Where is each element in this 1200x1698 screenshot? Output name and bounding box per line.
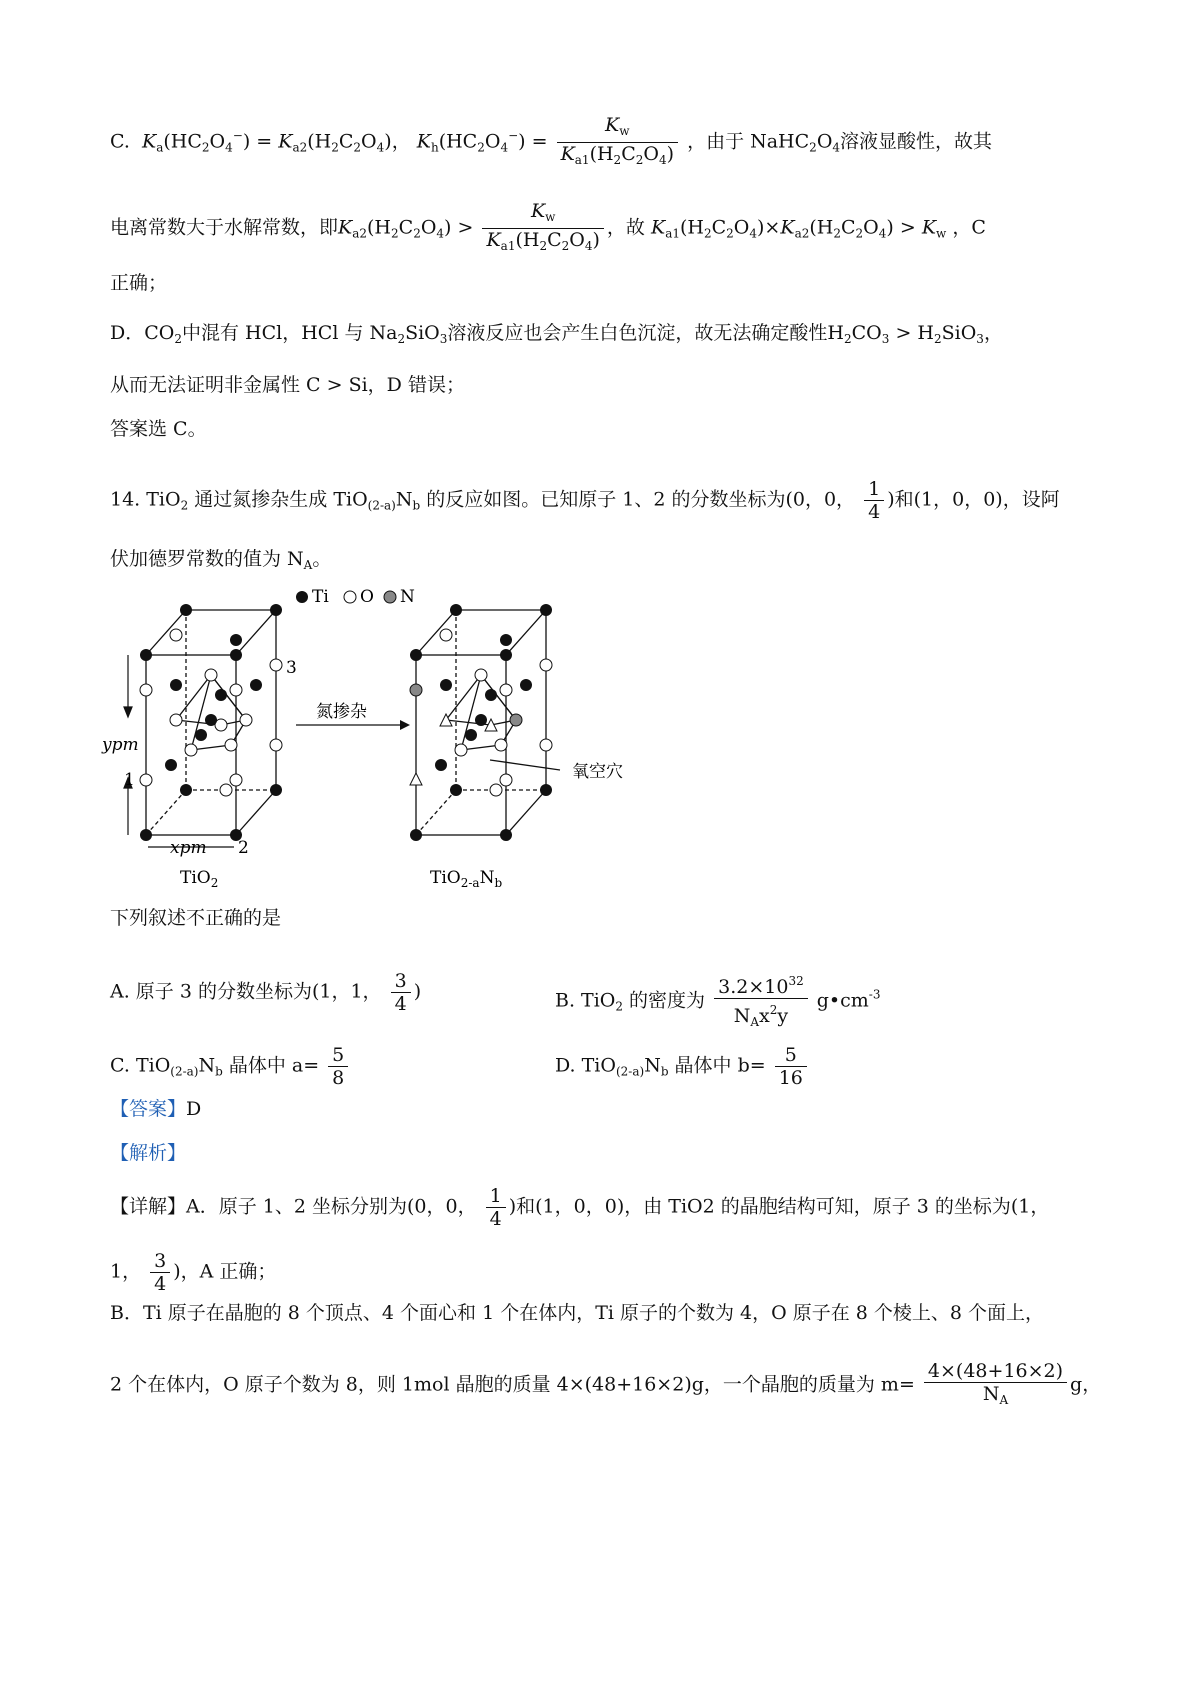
fraction-3-4-detail: $\frac{3}{4}$	[150, 1250, 170, 1295]
legend-n: N	[400, 587, 415, 607]
line-c2-mid: ，故	[606, 216, 645, 239]
option-a[interactable]	[110, 970, 421, 1015]
line-d-t3: ，	[983, 322, 1003, 344]
right-atoms	[410, 604, 552, 841]
cell-mass-numerator: 4×(48+16×2)	[924, 1360, 1067, 1383]
answer-line: 答案选 C。	[110, 418, 207, 440]
q14-head: 14. TiO	[110, 488, 181, 511]
detail-line-2	[110, 1250, 276, 1295]
q14-subb: b	[412, 498, 421, 513]
density-unit-exp: -3	[868, 987, 881, 1002]
detail-l1b: )和(1，0，0)，由 TiO2 的晶胞结构可知，原子 3 的坐标为(1，	[508, 1195, 1050, 1218]
fraction-kw-ka1: $\frac{K_w}{K_{a1}(H_2C_2O_4)}$	[557, 114, 678, 171]
fraction-3-4: $\frac{3}{4}$	[391, 970, 411, 1015]
fraction-1-4: $\frac{1}{4}$	[864, 478, 884, 523]
q14-mid4: )和(1，0，0)，设阿	[887, 488, 1060, 511]
density-exponent: 32	[788, 974, 804, 988]
right-caption: $TiO_{2-a}N_b$	[430, 868, 503, 890]
option-a-text: A. 原子 3 的分数坐标为(1，1，	[110, 980, 382, 1003]
option-d[interactable]: D. $TiO_{(2-a)}N_b$ 晶体中 b= $\frac{5}{16}$	[555, 1044, 810, 1089]
line-d: D．$CO_2$中混有 HCl，HCl 与 $Na_2SiO_3$溶液反应也会产生白色沉淀，故无法确定酸性$H_2CO_3 > H_2SiO_3$，	[110, 322, 1003, 346]
x-label: xpm	[170, 838, 207, 858]
line-c2-head: 电离常数大于水解常数，即	[110, 216, 339, 239]
line-c-tail3: 溶液显酸性，故其	[840, 130, 993, 153]
detail-l2a: 1，	[110, 1260, 142, 1283]
answer-label: 【答案】	[110, 1098, 187, 1120]
left-atoms	[140, 604, 282, 841]
option-d-mid: 晶体中 b=	[668, 1054, 766, 1077]
option-b-text: B. TiO	[555, 989, 616, 1012]
option-label: D．	[110, 322, 145, 344]
question-14: 14. TiO$_2$ 通过氮掺杂生成 $TiO_{(2-a)}N_b$ 的反应如图。已知原子 1、2 的分数坐标为(0，0， $\frac{1}{4}$ )和(1，0，0)，设阿	[110, 478, 1060, 523]
legend-n-dot	[384, 591, 396, 603]
density-denominator: N	[733, 1005, 751, 1027]
line-c-tail: ，由于 NaHC	[687, 130, 810, 153]
atom-1-label: 1	[124, 770, 135, 790]
fraction-kw-ka1-2: $\frac{K_w}{K_{a1}(H_2C_2O_4)}$	[482, 200, 603, 257]
y-label: ypm	[102, 735, 139, 755]
right-unit-cell	[416, 610, 560, 835]
line-c-tail2: O	[816, 130, 833, 153]
line-c2-tail: ，C	[952, 216, 986, 239]
option-b-mid: 的密度为	[623, 989, 706, 1012]
option-label: C.	[110, 130, 130, 153]
legend-ti: Ti	[312, 587, 329, 607]
fraction-density: $\frac{3.2\times 10^{32}}{N_Ax^2y}$	[714, 970, 808, 1033]
legend-o: O	[360, 587, 374, 607]
fraction-5-16: $\frac{5}{16}$	[775, 1044, 807, 1089]
density-numerator: 3.2×10	[718, 976, 789, 998]
line-c2: 电离常数大于水解常数，即$K_{a2}(H_2C_2O_4)$ > $\frac{K_w}{K_{a1}(H_2C_2O_4)}$ ，故 $K_{a1}(H_2C_2O_4)\times K_{a2}(H_2C_2O_4) > K_w$ ，C	[110, 200, 986, 257]
legend-o-dot	[344, 591, 356, 603]
option-b[interactable]: B. TiO$_2$ 的密度为 $\frac{3.2\times 10^{32}}{N_Ax^2y}$ $g•cm^{-3}$	[555, 970, 881, 1033]
cell-mass-denominator: N	[982, 1383, 1000, 1405]
option-a-end: )	[413, 980, 422, 1003]
detail-l4: 2 个在体内，O 原子个数为 8，则 1mol 晶胞的质量 4×(48+16×2)g，一个晶胞的质量为 m=	[110, 1373, 915, 1396]
q14-mid3: 的反应如图。已知原子 1、2 的分数坐标为(0，0，	[420, 488, 856, 511]
line-d-t1: 中混有 HCl，HCl 与	[182, 322, 364, 344]
fraction-cell-mass: $\frac{4\times(48+16\times 2)}{N_A}$	[924, 1360, 1067, 1411]
answer-row	[110, 1096, 201, 1122]
detail-line-4	[110, 1360, 1101, 1411]
analysis-label: 【解析】	[110, 1142, 187, 1164]
analysis-row	[110, 1140, 186, 1166]
q14-sub: (2-a)	[367, 498, 396, 513]
question-stem: 下列叙述不正确的是	[110, 907, 282, 929]
atom-3-label: 3	[286, 658, 297, 678]
atom-2-label: 2	[238, 838, 249, 858]
detail-label: 【详解】	[110, 1195, 187, 1218]
line-c3: 正确；	[110, 272, 168, 294]
answer-value: D	[186, 1098, 202, 1120]
detail-line-3: B．Ti 原子在晶胞的 8 个顶点、4 个面心和 1 个在体内，Ti 原子的个数为 4，O 原子在 8 个棱上、8 个面上，	[110, 1302, 1045, 1324]
comma: ，	[391, 130, 411, 153]
fraction-1-4-detail: $\frac{1}{4}$	[486, 1185, 506, 1230]
density-unit: g•cm	[816, 989, 869, 1012]
q14-line2-sub: A	[303, 558, 313, 572]
doping-arrow-head	[400, 720, 410, 730]
question-14-line2	[110, 546, 331, 578]
q14-line2-end: 。	[312, 548, 332, 570]
option-c-text: C. TiO	[110, 1054, 171, 1077]
detail-l1: A．原子 1、2 坐标分别为(0，0，	[186, 1195, 477, 1218]
q14-mid: 通过氮掺杂生成 TiO	[188, 488, 368, 511]
detail-line-1	[110, 1185, 1049, 1230]
detail-l2b: )，A 正确；	[173, 1260, 277, 1283]
doping-label: 氮掺杂	[316, 702, 367, 722]
option-c[interactable]: C. $TiO_{(2-a)}N_b$ 晶体中 a= $\frac{5}{8}$	[110, 1044, 351, 1089]
line-d-t2: 溶液反应也会产生白色沉淀，故无法确定酸性	[447, 322, 828, 344]
line-c: C. $K_a(HC_2O_4^-) = K_{a2}(H_2C_2O_4)$， $K_h(HC_2O_4^-)$ = $\frac{K_w}{K_{a1}(H_2C_2O_4)}$ ，由于 $NaHC_2O_4$溶液显酸性，故其	[110, 114, 992, 171]
q14-line2: 伏加德罗常数的值为 N	[110, 548, 304, 570]
option-d-text: D. TiO	[555, 1054, 616, 1077]
line-d2: 从而无法证明非金属性 C > Si，D 错误；	[110, 374, 465, 396]
option-c-mid: 晶体中 a=	[222, 1054, 320, 1077]
detail-l4-end: g，	[1070, 1373, 1102, 1396]
legend-ti-dot	[296, 591, 308, 603]
left-caption: TiO$_2$	[180, 868, 219, 890]
crystal-structure-figure	[102, 585, 670, 895]
vacancy-label: 氧空穴	[572, 762, 623, 782]
fraction-5-8: $\frac{5}{8}$	[328, 1044, 348, 1089]
q14-mid2: N	[395, 488, 413, 511]
